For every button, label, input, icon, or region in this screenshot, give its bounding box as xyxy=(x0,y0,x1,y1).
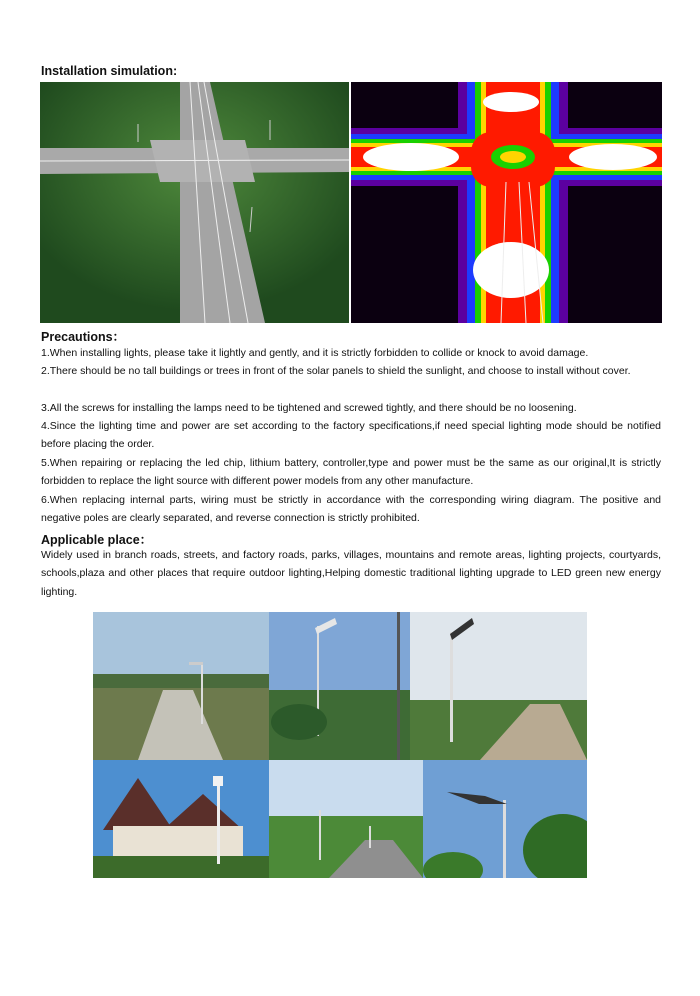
house-garden-photo xyxy=(93,760,269,878)
precaution-item-5: 5.When repairing or replacing the led chip, lithium battery, controller,type and power must be the same as our original,It is strictly forbidden to replace the light source with different power models from any other manufacture. xyxy=(41,457,661,488)
street-lights-photo xyxy=(269,760,423,878)
crossroad-render-image xyxy=(40,82,349,323)
plaza-light-photo xyxy=(269,612,410,760)
applicable-heading: Applicable place： xyxy=(41,533,153,547)
precaution-item-2: 2.There should be no tall buildings or trees in front of the solar panels to shield the sunlight, and choose to install without cover. xyxy=(41,365,631,377)
precaution-item-6: 6.When replacing internal parts, wiring must be strictly in accordance with the corresponding wiring diagram. The positive and negative poles are clearly separated, and reverse connection is strictly prohibited. xyxy=(41,494,661,525)
illuminance-heatmap-image xyxy=(351,82,662,323)
precaution-item-1: 1.When installing lights, please take it lightly and gently, and it is strictly forbidden to collide or knock to avoid damage. xyxy=(41,347,589,359)
rural-road-photo xyxy=(410,612,587,760)
applicable-text: Widely used in branch roads, streets, and factory roads, parks, villages, mountains and remote areas, lighting projects, courtyards, schools,plaza and other places that require outdoor lighting,Helping domestic traditional lighting upgrade to LED green new energy lighting. xyxy=(41,549,661,598)
park-path-photo xyxy=(93,612,269,760)
precaution-item-4: 4.Since the lighting time and power are set according to the factory specifications,if need special lighting mode should be notified before placing the order. xyxy=(41,420,661,451)
solar-lamp-trees-photo xyxy=(423,760,587,878)
installation-heading: Installation simulation: xyxy=(41,64,178,78)
precaution-item-3: 3.All the screws for installing the lamps need to be tightened and screwed tightly, and there should be no loosening. xyxy=(41,402,577,414)
precautions-heading: Precautions： xyxy=(41,330,126,344)
